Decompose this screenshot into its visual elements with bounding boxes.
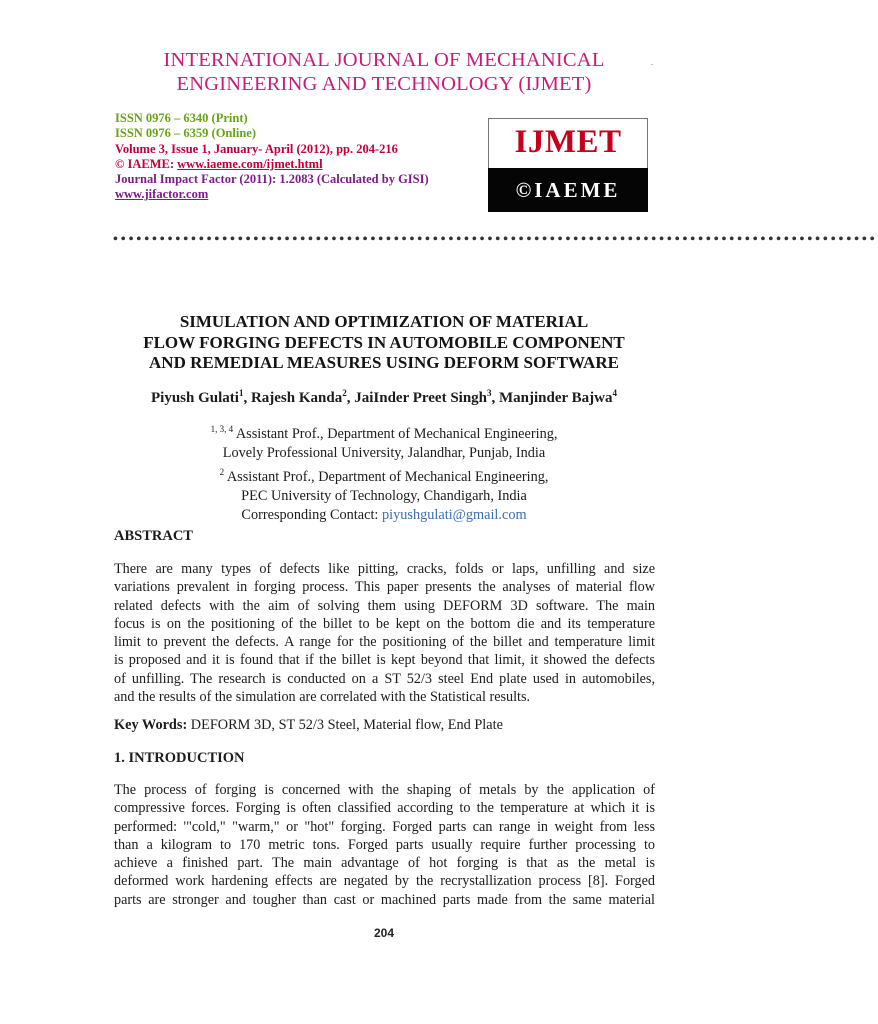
issn-print: ISSN 0976 – 6340 (Print) bbox=[115, 111, 248, 125]
affiliation-sup: 1, 3, 4 bbox=[210, 424, 234, 434]
issn-online: ISSN 0976 – 6359 (Online) bbox=[115, 126, 256, 141]
introduction-line: achieve a finished part. The main advantage of hot forging is that as the metal is bbox=[114, 855, 655, 872]
affiliation-line bbox=[0, 420, 768, 444]
introduction-line: performed: '"cold," "warm," or "hot" forging. Forged parts can range in weight from less bbox=[114, 818, 655, 835]
dotted-separator: •••••••••••••••••••••••••••••••••••••••••••••••••••••••••••••••••••••••••••••••••••••••••••••••••• bbox=[113, 232, 878, 247]
paper-title-line-2: FLOW FORGING DEFECTS IN AUTOMOBILE COMPONENT bbox=[143, 332, 625, 352]
affiliation-line: Lovely Professional University, Jalandhar, Punjab, India bbox=[222, 444, 546, 461]
introduction-body bbox=[114, 781, 655, 909]
introduction-line: parts are stronger and tougher than cast or machined parts made from the same material bbox=[114, 891, 655, 908]
author-name: Rajesh Kanda bbox=[250, 390, 343, 406]
introduction-line: compressive forces. Forging is often classified according to the temperature at which it is bbox=[114, 800, 655, 817]
author-name: Piyush Gulati bbox=[150, 390, 239, 406]
author-sup: 1 bbox=[238, 388, 244, 398]
paper-title bbox=[0, 312, 768, 374]
volume-info: Volume 3, Issue 1, January- April (2012), pp. 204-216 bbox=[115, 141, 398, 156]
iaeme-line bbox=[115, 157, 429, 172]
affiliation-sup: 2 bbox=[219, 466, 225, 477]
affiliation-line bbox=[0, 463, 768, 487]
author-separator: , bbox=[346, 390, 355, 406]
corresponding-contact bbox=[0, 506, 768, 525]
abstract-heading: ABSTRACT bbox=[114, 528, 193, 544]
journal-title bbox=[0, 48, 768, 96]
keywords-text: DEFORM 3D, ST 52/3 Steel, Material flow, End Plate bbox=[190, 717, 503, 733]
author-separator: , bbox=[243, 390, 251, 406]
author-list bbox=[0, 388, 768, 407]
iaeme-link[interactable]: www.iaeme.com/ijmet.html bbox=[177, 156, 323, 171]
abstract-line: variations prevalent in forging process. This paper presents the analyses of material flow bbox=[114, 579, 655, 596]
page-number: 204 bbox=[373, 926, 395, 940]
ijmet-logo bbox=[488, 118, 648, 212]
contact-email-link[interactable]: piyushgulati@gmail.com bbox=[381, 506, 527, 523]
logo-ijmet-text: IJMET bbox=[488, 118, 648, 168]
abstract-line: of unfilling. The research is conducted on a ST 52/3 steel End plate used in automobiles, bbox=[114, 670, 655, 687]
keywords-label: Key Words: bbox=[114, 717, 191, 733]
jifactor-link[interactable]: www.jifactor.com bbox=[115, 187, 209, 202]
impact-factor: Journal Impact Factor (2011): 1.2083 (Calculated by GISI) bbox=[115, 172, 429, 187]
journal-meta bbox=[115, 111, 429, 203]
author-separator: , bbox=[491, 390, 500, 406]
abstract-line: related defects with the aim of solving them using DEFORM 3D software. The main bbox=[114, 597, 655, 614]
author-sup: 3 bbox=[487, 388, 492, 398]
affiliation-text: Assistant Prof., Department of Mechanical Engineering, bbox=[224, 468, 549, 485]
abstract-line: is proposed and it is found that if the billet is kept beyond that limit, it showed the defects bbox=[114, 652, 655, 669]
abstract-line: limit to prevent the defects. A range for the positioning of the billet and temperature limit bbox=[114, 634, 655, 651]
iaeme-prefix: © IAEME: bbox=[115, 156, 178, 171]
corner-mark: . bbox=[651, 58, 653, 67]
logo-iaeme-text: ©IAEME bbox=[488, 168, 648, 212]
author-name: Manjinder Bajwa bbox=[499, 390, 613, 406]
journal-title-line-2: ENGINEERING AND TECHNOLOGY (IJMET) bbox=[176, 73, 592, 95]
contact-label: Corresponding Contact: bbox=[241, 506, 382, 523]
paper-title-line-1: SIMULATION AND OPTIMIZATION OF MATERIAL bbox=[179, 312, 589, 331]
introduction-heading: 1. INTRODUCTION bbox=[114, 750, 245, 766]
author-sup: 2 bbox=[342, 388, 347, 398]
introduction-line: deformed work hardening effects are negated by the recrystallization process [8]. Forged bbox=[114, 873, 655, 890]
affiliation-line: PEC University of Technology, Chandigarh, India bbox=[241, 487, 527, 504]
author-name: JaiInder Preet Singh bbox=[354, 390, 488, 406]
affiliation-text: Assistant Prof., Department of Mechanical Engineering, bbox=[233, 425, 558, 442]
abstract-line: and the results of the simulation are correlated with the Statistical results. bbox=[114, 689, 531, 706]
journal-title-line-1: INTERNATIONAL JOURNAL OF MECHANICAL bbox=[163, 49, 605, 71]
author-sup: 4 bbox=[612, 388, 617, 398]
abstract-body bbox=[114, 560, 655, 706]
introduction-line: The process of forging is concerned with the shaping of metals by the application of bbox=[114, 782, 655, 798]
keywords bbox=[114, 717, 503, 734]
abstract-line: There are many types of defects like pitting, cracks, folds or laps, unfilling and size bbox=[114, 561, 655, 577]
paper-title-line-3: AND REMEDIAL MEASURES USING DEFORM SOFTWARE bbox=[149, 353, 619, 372]
affiliations bbox=[0, 420, 768, 525]
introduction-line: than a kilogram to 170 metric tons. Forged parts usually require further processing to bbox=[114, 836, 655, 853]
abstract-line: focus is on the positioning of the billet to be kept on the bottom die and its temperature bbox=[114, 615, 655, 632]
